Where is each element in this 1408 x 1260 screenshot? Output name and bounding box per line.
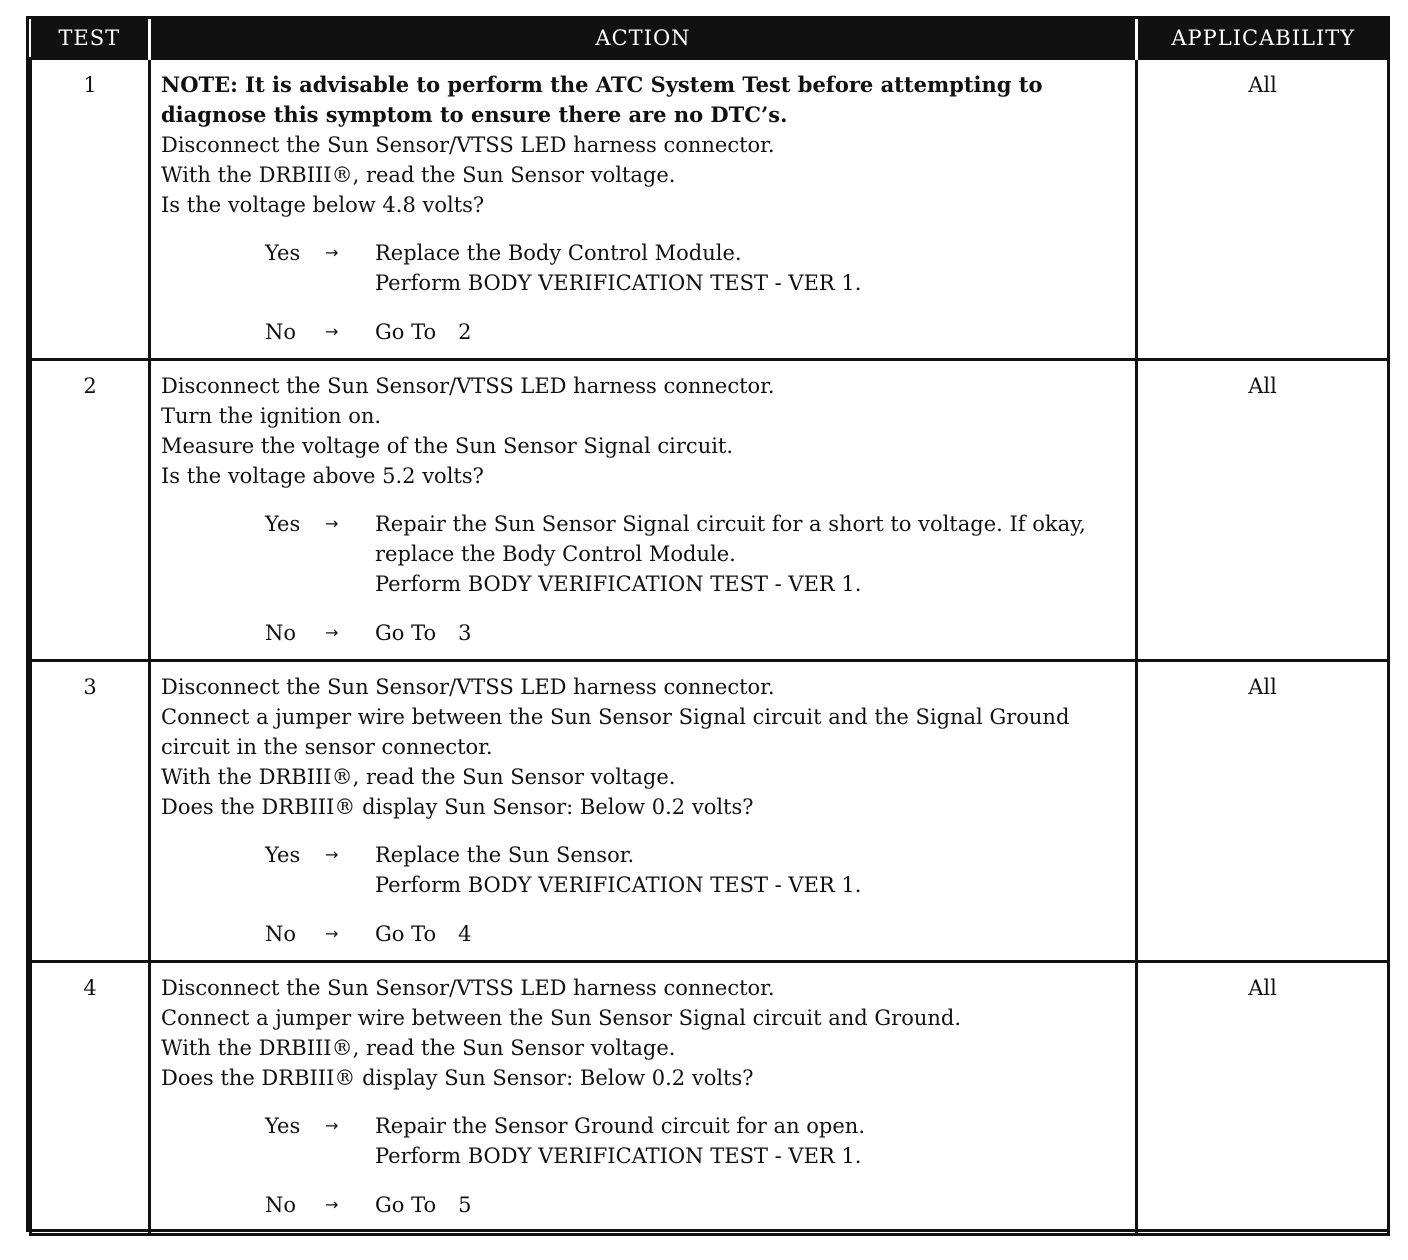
goto-number: 3 [458,621,472,645]
goto-number: 5 [458,1193,472,1217]
note-text [161,70,1127,130]
arrow-right-icon: → [325,845,339,864]
goto-text: Go To [375,320,437,344]
test-number: 3 [31,661,150,962]
no-result [375,919,472,949]
instruction-line: Disconnect the Sun Sensor/VTSS LED harness connector. [161,675,775,699]
outcome-yes [265,1111,1127,1171]
instruction-line: Connect a jumper wire between the Sun Sensor Signal circuit and Ground. [161,1006,962,1030]
test-number: 2 [31,360,150,661]
outcomes [265,509,1127,648]
no-result [375,1190,472,1220]
instruction-line: Disconnect the Sun Sensor/VTSS LED harness connector. [161,976,775,1000]
arrow-right-icon: → [325,1195,339,1214]
yes-label: Yes [265,241,301,265]
no-result [375,317,472,347]
result-line: Replace the Body Control Module. [375,241,742,265]
result-line: replace the Body Control Module. [375,542,736,566]
outcome-yes [265,509,1127,599]
goto-text: Go To [375,922,437,946]
result-line: Replace the Sun Sensor. [375,843,635,867]
applicability-value: All [1137,360,1389,661]
instruction-line: Connect a jumper wire between the Sun Sensor Signal circuit and the Signal Ground [161,705,1070,729]
header-action: ACTION [150,19,1137,59]
note-line: NOTE: It is advisable to perform the ATC System Test before attempting to [161,72,1043,97]
yes-result [375,509,1086,599]
result-line: Perform BODY VERIFICATION TEST - VER 1. [375,873,862,897]
instruction-line: Measure the voltage of the Sun Sensor Signal circuit. [161,434,734,458]
action-cell [150,661,1137,962]
arrow-right-icon: → [325,1116,339,1135]
result-line: Repair the Sensor Ground circuit for an open. [375,1114,865,1138]
header-row [31,19,1389,59]
table-row [31,661,1389,962]
instruction-line: circuit in the sensor connector. [161,735,493,759]
no-result [375,618,472,648]
no-label: No [265,1193,297,1217]
outcome-yes [265,238,1127,298]
instruction-line: Does the DRBIII® display Sun Sensor: Below 0.2 volts? [161,795,754,819]
instruction-line: Turn the ignition on. [161,404,382,428]
yes-result [375,840,861,900]
arrow-right-icon: → [325,243,339,262]
arrow-right-icon: → [325,322,339,341]
outcome-yes [265,840,1127,900]
instruction-line: With the DRBIII®, read the Sun Sensor voltage. [161,163,676,187]
outcomes [265,1111,1127,1220]
yes-label: Yes [265,512,301,536]
action-cell [150,59,1137,360]
goto-number: 2 [458,320,472,344]
applicability-value: All [1137,962,1389,1235]
test-number: 1 [31,59,150,360]
instruction-line: Disconnect the Sun Sensor/VTSS LED harness connector. [161,133,775,157]
no-label: No [265,621,297,645]
applicability-value: All [1137,59,1389,360]
yes-label: Yes [265,843,301,867]
goto-text: Go To [375,1193,437,1217]
yes-result [375,1111,865,1171]
test-number: 4 [31,962,150,1235]
outcome-no [265,919,1127,949]
outcome-no [265,1190,1127,1220]
no-label: No [265,922,297,946]
instruction-lines [161,973,1127,1093]
table-row [31,59,1389,360]
instruction-line: Is the voltage below 4.8 volts? [161,193,485,217]
result-line: Repair the Sun Sensor Signal circuit for a short to voltage. If okay, [375,512,1086,536]
instruction-lines [161,371,1127,491]
result-line: Perform BODY VERIFICATION TEST - VER 1. [375,271,862,295]
instruction-line: Does the DRBIII® display Sun Sensor: Below 0.2 volts? [161,1066,754,1090]
instruction-line: With the DRBIII®, read the Sun Sensor voltage. [161,765,676,789]
goto-text: Go To [375,621,437,645]
outcome-no [265,618,1127,648]
applicability-value: All [1137,661,1389,962]
diagnostic-test-table [26,16,1390,1232]
header-test: TEST [31,19,150,59]
goto-number: 4 [458,922,472,946]
action-cell [150,962,1137,1235]
outcome-no [265,317,1127,347]
table-row [31,962,1389,1235]
header-applicability: APPLICABILITY [1137,19,1389,59]
arrow-right-icon: → [325,623,339,642]
arrow-right-icon: → [325,514,339,533]
test-table [29,19,1390,1236]
no-label: No [265,320,297,344]
instruction-lines [161,130,1127,220]
outcomes [265,238,1127,347]
note-line: diagnose this symptom to ensure there are no DTC’s. [161,102,788,127]
outcomes [265,840,1127,949]
arrow-right-icon: → [325,924,339,943]
yes-label: Yes [265,1114,301,1138]
instruction-lines [161,672,1127,822]
instruction-line: Is the voltage above 5.2 volts? [161,464,484,488]
result-line: Perform BODY VERIFICATION TEST - VER 1. [375,1144,862,1168]
instruction-line: With the DRBIII®, read the Sun Sensor voltage. [161,1036,676,1060]
action-cell [150,360,1137,661]
yes-result [375,238,861,298]
instruction-line: Disconnect the Sun Sensor/VTSS LED harness connector. [161,374,775,398]
table-row [31,360,1389,661]
result-line: Perform BODY VERIFICATION TEST - VER 1. [375,572,862,596]
